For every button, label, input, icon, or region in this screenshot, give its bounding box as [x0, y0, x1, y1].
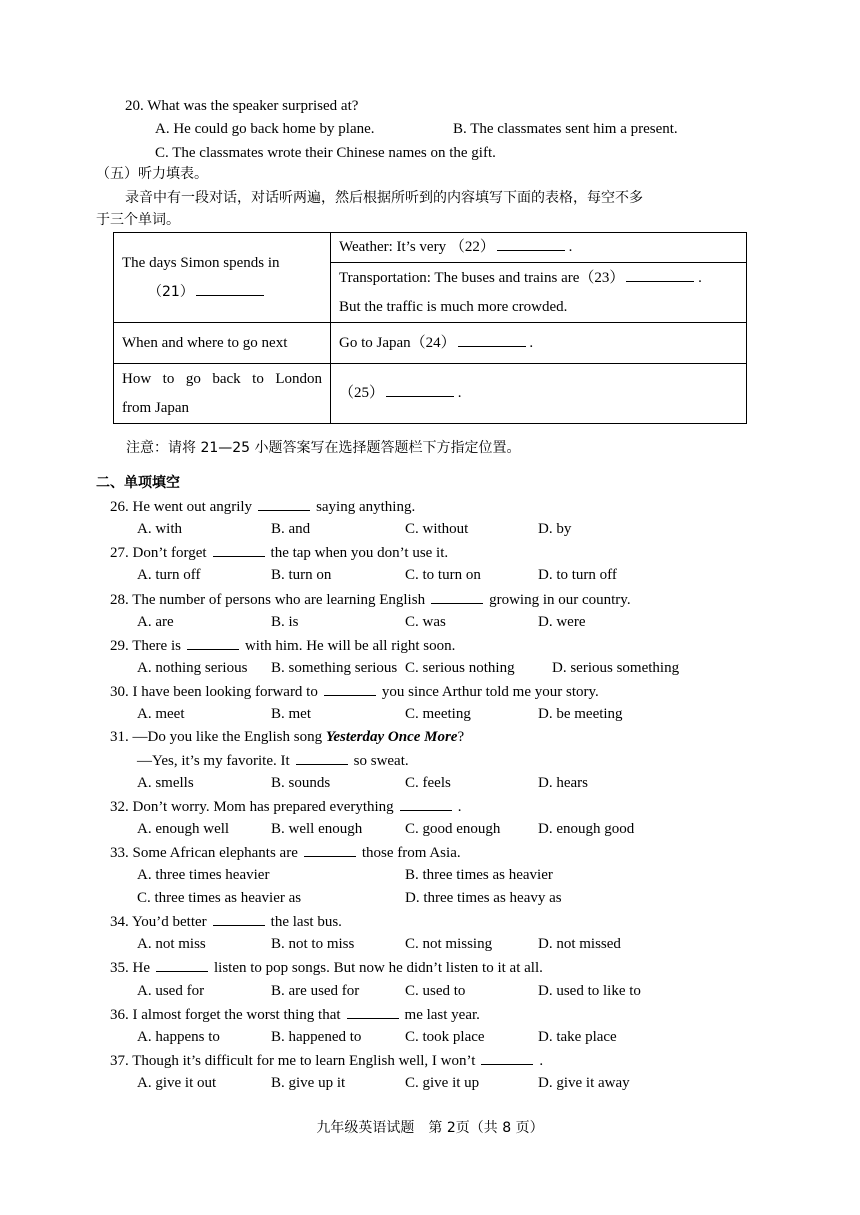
table-return-value-cell	[331, 364, 747, 424]
q29-option-c: C. serious nothing	[405, 660, 515, 676]
q26-option-d: D. by	[538, 521, 572, 537]
q26-option-b: B. and	[271, 521, 311, 537]
q36-option-c: C. took place	[405, 1029, 485, 1045]
q33-option-b: B. three times as heavier	[405, 867, 553, 883]
q20-option-c: C. The classmates wrote their Chinese names on the gift.	[155, 145, 496, 161]
page-footer: 九年级英语试题 第 2页（共 8 页）	[316, 1120, 544, 1136]
q27-option-b: B. turn on	[271, 567, 332, 583]
table-return-label: How to go back to London	[122, 370, 322, 387]
q30-stem: 30. I have been looking forward to you since Arthur told me your story.	[110, 681, 599, 702]
q33-option-d: D. three times as heavy as	[405, 890, 562, 906]
q35-option-b: B. are used for	[271, 983, 360, 999]
table-return-label-2: from Japan	[122, 399, 190, 416]
q29-option-b: B. something serious	[271, 660, 398, 676]
table-next-cell	[331, 323, 747, 364]
q30-option-b: B. met	[271, 706, 311, 722]
q36-stem: 36. I almost forget the worst thing that me last year.	[110, 1004, 480, 1025]
q32-option-b: B. well enough	[271, 821, 363, 837]
q35-option-a: A. used for	[137, 983, 205, 999]
q32-stem: 32. Don’t worry. Mom has prepared everything .	[110, 796, 461, 817]
table-transport-text: Transportation: The buses and trains are（23）	[339, 269, 625, 286]
q27-option-c: C. to turn on	[405, 567, 481, 583]
q37-option-d: D. give it away	[538, 1075, 630, 1091]
table-return-cell	[114, 364, 331, 424]
q32-option-a: A. enough well	[137, 821, 230, 837]
q27-option-d: D. to turn off	[538, 567, 617, 583]
table-transport-note: But the traffic is much more crowded.	[339, 298, 568, 315]
section5-instruction-1: 录音中有一段对话，对话听两遍，然后根据所听到的内容填写下面的表格，每空不多	[125, 190, 643, 206]
q31-option-a: A. smells	[137, 775, 194, 791]
table-next-text: Go to Japan（24）	[339, 334, 456, 351]
q29-option-d: D. serious something	[552, 660, 680, 676]
q20-stem: 20. What was the speaker surprised at?	[125, 98, 359, 114]
period: .	[457, 385, 462, 401]
blank-22[interactable]	[497, 236, 565, 251]
q37-option-a: A. give it out	[137, 1075, 217, 1091]
table-next-label: When and where to go next	[114, 323, 331, 364]
table-weather-text: Weather: It’s very （22）	[339, 239, 495, 255]
q28-option-c: C. was	[405, 614, 446, 630]
table-weather-cell	[331, 233, 747, 263]
period: .	[568, 239, 573, 255]
listening-table	[113, 232, 747, 424]
section2-title: 二、单项填空	[96, 475, 180, 491]
q28-option-b: B. is	[271, 614, 299, 630]
q31-option-d: D. hears	[538, 775, 588, 791]
q37-stem: 37. Though it’s difficult for me to learn English well, I won’t .	[110, 1050, 543, 1071]
q33-option-c: C. three times as heavier as	[137, 890, 302, 906]
q36-option-b: B. happened to	[271, 1029, 362, 1045]
q27-stem: 27. Don’t forget the tap when you don’t use it.	[110, 542, 448, 563]
q29-stem: 29. There is with him. He will be all right soon.	[110, 635, 455, 656]
q29-option-a: A. nothing serious	[137, 660, 248, 676]
q31-response: —Yes, it’s my favorite. It so sweat.	[137, 750, 409, 771]
q34-option-b: B. not to miss	[271, 936, 355, 952]
q35-stem: 35. He listen to pop songs. But now he didn’t listen to it at all.	[110, 957, 543, 978]
blank-25[interactable]	[386, 382, 454, 397]
period: .	[698, 269, 702, 286]
q27-option-a: A. turn off	[137, 567, 201, 583]
q20-option-a: A. He could go back home by plane.	[155, 121, 375, 137]
q26-option-a: A. with	[137, 521, 182, 537]
q36-option-a: A. happens to	[137, 1029, 220, 1045]
blank-24[interactable]	[458, 332, 526, 347]
q31-option-b: B. sounds	[271, 775, 331, 791]
q35-option-d: D. used to like to	[538, 983, 641, 999]
q33-stem: 33. Some African elephants are those from Asia.	[110, 842, 461, 863]
q31-stem: 31. —Do you like the English song Yesterday Once More?	[110, 729, 465, 745]
q33-option-a: A. three times heavier	[137, 867, 270, 883]
q30-option-a: A. meet	[137, 706, 185, 722]
table-blank-21: （21）	[122, 278, 322, 307]
q35-option-c: C. used to	[405, 983, 466, 999]
table-return-text: （25）	[339, 385, 385, 401]
q30-option-c: C. meeting	[405, 706, 471, 722]
q32-option-c: C. good enough	[405, 821, 501, 837]
q28-option-d: D. were	[538, 614, 586, 630]
table-days-cell	[114, 233, 331, 323]
q31-option-c: C. feels	[405, 775, 451, 791]
blank-23[interactable]	[626, 267, 694, 282]
song-title: Yesterday Once More	[325, 729, 458, 745]
q37-option-c: C. give it up	[405, 1075, 480, 1091]
section5-title: （五）听力填表。	[96, 166, 208, 182]
q30-option-d: D. be meeting	[538, 706, 623, 722]
q34-option-c: C. not missing	[405, 936, 493, 952]
period: .	[529, 334, 534, 351]
q28-stem: 28. The number of persons who are learning English growing in our country.	[110, 589, 631, 610]
q34-option-d: D. not missed	[538, 936, 621, 952]
q28-option-a: A. are	[137, 614, 174, 630]
q26-stem: 26. He went out angrily saying anything.	[110, 496, 415, 517]
q34-stem: 34. You’d better the last bus.	[110, 911, 342, 932]
q34-option-a: A. not miss	[137, 936, 206, 952]
section5-instruction-2: 于三个单词。	[96, 212, 180, 228]
table-transport-cell	[331, 263, 747, 323]
table-days-label: The days Simon spends in	[122, 254, 280, 271]
q36-option-d: D. take place	[538, 1029, 617, 1045]
q26-option-c: C. without	[405, 521, 469, 537]
q37-option-b: B. give up it	[271, 1075, 346, 1091]
q20-option-b: B. The classmates sent him a present.	[453, 121, 678, 137]
q32-option-d: D. enough good	[538, 821, 635, 837]
notice: 注意：请将 21—25 小题答案写在选择题答题栏下方指定位置。	[126, 440, 521, 456]
